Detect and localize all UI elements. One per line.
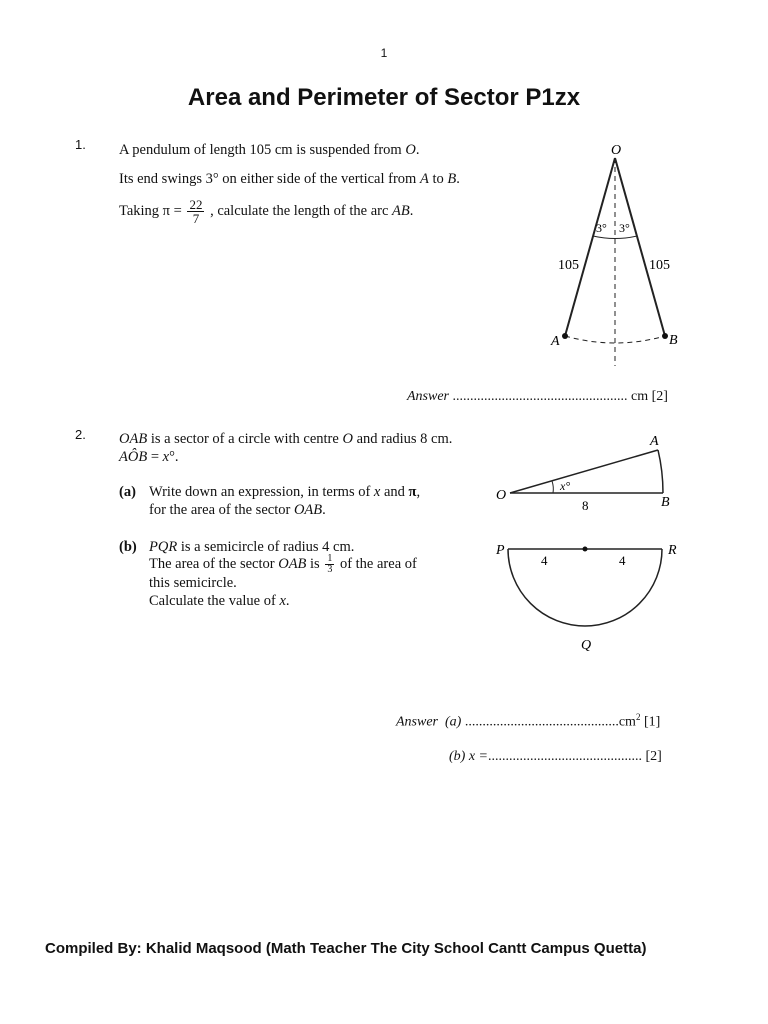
q2-part-b-is: is bbox=[306, 555, 324, 572]
sector-label-o: O bbox=[496, 488, 507, 503]
fraction-denominator: 3 bbox=[327, 564, 333, 575]
one-third-fraction bbox=[325, 554, 334, 575]
q2-centre-o: O bbox=[342, 431, 353, 447]
fraction-numerator: 1 bbox=[327, 553, 333, 564]
sector-radius-oa bbox=[510, 450, 658, 493]
q2-part-b-line-1-text: is a semicircle of radius 4 cm. bbox=[177, 539, 355, 555]
q2-answer-b-line bbox=[449, 749, 662, 765]
q2-part-a-comma: , bbox=[416, 484, 421, 500]
pendulum-end-b bbox=[662, 333, 668, 339]
q2-part-b-line-4-end: . bbox=[285, 593, 290, 609]
q1-point-o: O bbox=[405, 142, 416, 158]
diagram-label-105-right: 105 bbox=[649, 258, 670, 273]
q2-degree: °. bbox=[169, 449, 179, 465]
page-number: 1 bbox=[380, 46, 388, 60]
semicircle-label-r: R bbox=[668, 543, 677, 558]
diagram-angle-left: 3° bbox=[596, 221, 607, 235]
q2-part-a-line-2-end: . bbox=[322, 502, 326, 518]
q2-answer-a-unit: cm bbox=[618, 714, 636, 730]
q1-line-2-end: . bbox=[456, 171, 460, 187]
semicircle-pqr-diagram bbox=[490, 536, 690, 656]
q2-part-a-text: Write down an expression, in terms of bbox=[149, 484, 374, 500]
q2-answer-b-label: (b) x = bbox=[449, 749, 488, 764]
semicircle-arc bbox=[508, 549, 662, 626]
q1-point-b: B bbox=[447, 171, 457, 187]
q2-part-b-x: x bbox=[279, 593, 286, 609]
semicircle-label-p: P bbox=[496, 543, 505, 558]
diagram-angle-right: 3° bbox=[619, 221, 630, 235]
pi-numerator: 22 bbox=[189, 197, 203, 212]
q2-equals: = bbox=[147, 449, 163, 465]
pendulum-left-string bbox=[565, 158, 615, 336]
diagram-label-o: O bbox=[611, 143, 622, 158]
q2-part-a-line-2 bbox=[149, 502, 326, 519]
q1-line-3-text-b: , calculate the length of the arc bbox=[206, 202, 393, 219]
semicircle-radius-left: 4 bbox=[541, 553, 548, 568]
q2-part-b-label: (b) bbox=[119, 539, 137, 555]
q2-answer-b-marks: [2] bbox=[642, 749, 662, 764]
q2-line-1-text: is a sector of a circle with centre bbox=[147, 431, 343, 447]
q1-answer-unit: cm [2] bbox=[631, 389, 668, 404]
q2-part-b-line-2 bbox=[149, 554, 417, 575]
q1-point-a: A bbox=[419, 171, 429, 187]
q2-part-b-line-2-end: of the area of bbox=[336, 555, 417, 572]
semicircle-radius-right: 4 bbox=[619, 553, 626, 568]
q2-part-b-oab: OAB bbox=[278, 555, 307, 572]
q1-line-3-end: . bbox=[409, 202, 414, 219]
q2-line-2 bbox=[119, 449, 179, 466]
q2-sector-oab: OAB bbox=[119, 431, 148, 447]
q2-answer-a-line bbox=[396, 712, 660, 731]
q1-line-1-text: A pendulum of length 105 cm is suspended from bbox=[119, 142, 406, 158]
q2-answer-a-label: (a) bbox=[445, 714, 462, 730]
q2-answer-a-marks: [1] bbox=[640, 714, 661, 730]
q2-part-a-label: (a) bbox=[119, 484, 136, 500]
q2-part-b-line-4 bbox=[149, 593, 290, 610]
pi-fraction bbox=[187, 198, 204, 225]
sector-oab-diagram bbox=[490, 428, 690, 518]
q2-line-1 bbox=[119, 431, 452, 448]
q2-part-a-pi: π bbox=[408, 484, 417, 500]
semicircle-label-q: Q bbox=[581, 638, 592, 653]
q1-answer-line bbox=[407, 389, 668, 405]
q1-line-3-text: Taking π = bbox=[119, 202, 186, 219]
q2-answer-a-dots[interactable]: ............................................ bbox=[464, 714, 619, 730]
q2-part-a-line-1 bbox=[149, 484, 420, 501]
q1-line-3 bbox=[119, 198, 413, 225]
pi-denominator: 7 bbox=[192, 211, 200, 226]
diagram-label-105-left: 105 bbox=[558, 258, 579, 273]
q2-part-a-x: x bbox=[373, 484, 381, 500]
q2-line-1-end: and radius 8 cm. bbox=[352, 431, 453, 447]
q1-arc-ab: AB bbox=[392, 202, 410, 219]
question-1-number: 1. bbox=[75, 137, 86, 152]
question-2-number: 2. bbox=[75, 427, 86, 442]
pendulum-diagram bbox=[540, 138, 700, 368]
q2-part-a-line-2-text: for the area of the sector bbox=[149, 502, 294, 518]
q1-line-1 bbox=[119, 142, 419, 159]
q1-line-1-end: . bbox=[415, 142, 420, 158]
sector-arc-ab bbox=[658, 450, 663, 493]
footer-credit: Compiled By: Khalid Maqsood (Math Teacher The City School Cantt Campus Quetta) bbox=[45, 940, 647, 957]
q2-answer-b-dots[interactable]: ............................................ bbox=[488, 749, 642, 764]
q2-part-b-line-3: this semicircle. bbox=[149, 575, 237, 591]
sector-angle-arc bbox=[552, 481, 553, 493]
diagram-label-b: B bbox=[669, 333, 678, 348]
sector-label-a: A bbox=[650, 434, 659, 449]
q2-answer-label: Answer bbox=[396, 714, 438, 730]
angle-arc bbox=[593, 236, 637, 239]
diagram-label-a: A bbox=[551, 334, 560, 349]
sector-radius-label: 8 bbox=[582, 498, 589, 513]
q2-part-b-line-4-text: Calculate the value of bbox=[149, 593, 280, 609]
q2-part-a-oab: OAB bbox=[293, 502, 323, 518]
sector-angle-label: x° bbox=[560, 479, 571, 493]
pendulum-right-string bbox=[615, 158, 665, 336]
q1-answer-label: Answer bbox=[407, 389, 449, 404]
q2-part-b-pqr: PQR bbox=[149, 539, 178, 555]
q2-part-a-and: and bbox=[380, 484, 409, 500]
q2-part-b-line-2-text: The area of the sector bbox=[149, 555, 279, 572]
q1-line-2 bbox=[119, 171, 460, 188]
q1-line-2-to: to bbox=[428, 171, 448, 187]
q1-line-2-text: Its end swings 3° on either side of the vertical from bbox=[119, 171, 420, 187]
q2-angle-aob: AÔB bbox=[119, 449, 148, 465]
pendulum-end-a bbox=[562, 333, 568, 339]
semicircle-centre bbox=[583, 547, 588, 552]
q1-answer-dots[interactable]: .................................................. bbox=[452, 389, 628, 404]
q2-variable-x: x bbox=[162, 449, 170, 465]
q2-answer-a-superscript: 2 bbox=[635, 712, 641, 722]
page-title: Area and Perimeter of Sector P1zx bbox=[187, 84, 581, 111]
sector-label-b: B bbox=[661, 495, 670, 510]
